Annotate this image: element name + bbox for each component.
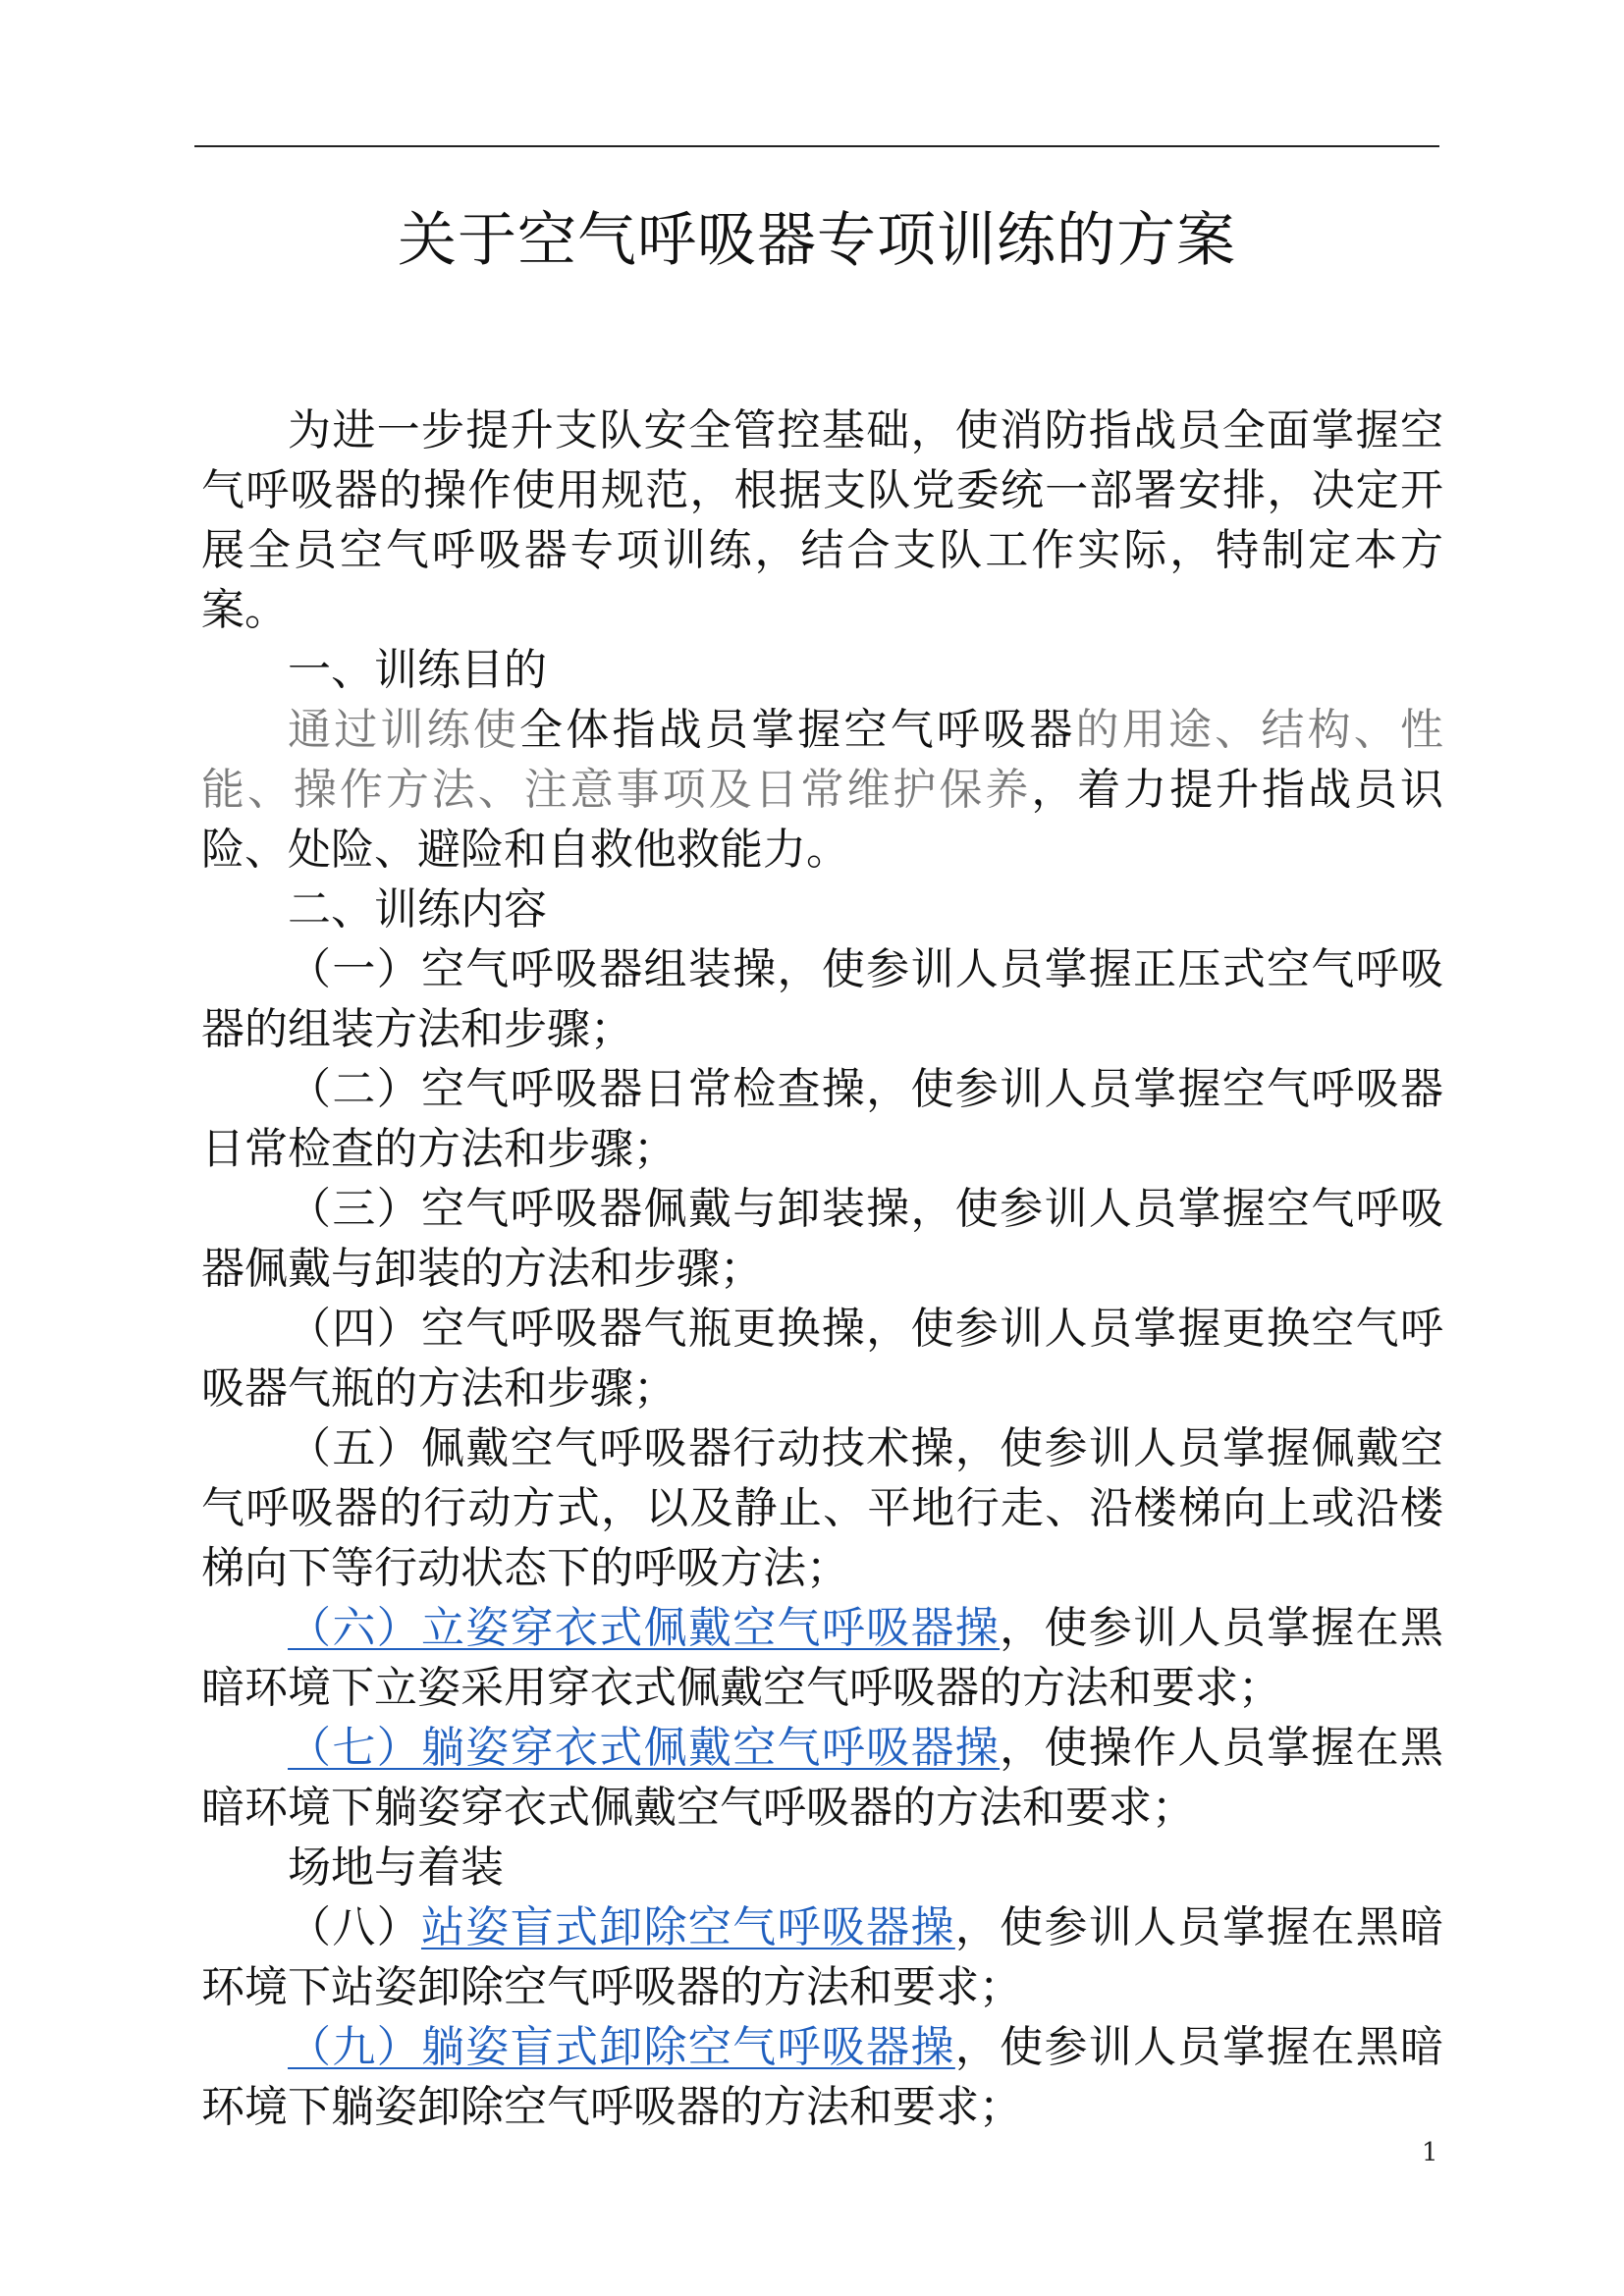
section-1-text-dark-2: ，着力提升指战员识险、处险、避险和自救他救能力。: [201, 765, 1444, 875]
list-item-4: （四）空气呼吸器气瓶更换操，使参训人员掌握更换空气呼吸器气瓶的方法和步骤；: [201, 1304, 1443, 1414]
subheading-venue-attire: 场地与着装: [288, 1842, 504, 1893]
list-item-6: [201, 1598, 1443, 1718]
list-item-8-text: ，使参训人员掌握在黑暗环境下站姿卸除空气呼吸器的方法和要求；: [201, 1902, 1444, 2012]
list-item-8-prefix: （八）: [288, 1902, 421, 1952]
list-item-2: （二）空气呼吸器日常检查操，使参训人员掌握空气呼吸器日常检查的方法和步骤；: [201, 1064, 1443, 1174]
list-item-8: [201, 1897, 1443, 2017]
section-1-text-muted-1: 通过训练使: [288, 705, 520, 755]
section-1-text-dark-1: 全体指战员掌握空气呼吸器: [519, 705, 1076, 755]
list-item-7-text: ，使操作人员掌握在黑暗环境下躺姿穿衣式佩戴空气呼吸器的方法和要求；: [201, 1723, 1444, 1833]
list-item-9: [201, 2017, 1443, 2137]
header-rule: [194, 145, 1439, 147]
list-item-7: [201, 1718, 1443, 1838]
list-item-7-link[interactable]: （七）躺姿穿衣式佩戴空气呼吸器操: [288, 1723, 1001, 1773]
list-item-8-link[interactable]: 站姿盲式卸除空气呼吸器操: [420, 1902, 955, 1952]
list-item-1: （一）空气呼吸器组装操，使参训人员掌握正压式空气呼吸器的组装方法和步骤；: [201, 944, 1443, 1054]
document-title: 关于空气呼吸器专项训练的方案: [398, 206, 1236, 275]
section-1-heading: 一、训练目的: [288, 645, 547, 695]
list-item-6-link[interactable]: （六）立姿穿衣式佩戴空气呼吸器操: [288, 1603, 1001, 1653]
list-item-9-link[interactable]: （九）躺姿盲式卸除空气呼吸器操: [288, 2022, 955, 2072]
list-item-9-text: ，使参训人员掌握在黑暗环境下躺姿卸除空气呼吸器的方法和要求；: [201, 2022, 1444, 2132]
list-item-3: （三）空气呼吸器佩戴与卸装操，使参训人员掌握空气呼吸器佩戴与卸装的方法和步骤；: [201, 1184, 1443, 1294]
section-1-text-muted-2: 的用途、结构、性能、操作方法、注意事项及日常维护保养: [201, 705, 1444, 815]
section-1-paragraph: [201, 700, 1443, 880]
list-item-6-text: ，使参训人员掌握在黑暗环境下立姿采用穿衣式佩戴空气呼吸器的方法和要求；: [201, 1603, 1444, 1713]
list-item-5: （五）佩戴空气呼吸器行动技术操，使参训人员掌握佩戴空气呼吸器的行动方式，以及静止、平地行走、沿楼梯向上或沿楼梯向下等行动状态下的呼吸方法；: [201, 1423, 1443, 1593]
section-2-heading: 二、训练内容: [288, 884, 547, 934]
intro-paragraph: 为进一步提升支队安全管控基础，使消防指战员全面掌握空气呼吸器的操作使用规范，根据支队党委统一部署安排，决定开展全员空气呼吸器专项训练，结合支队工作实际，特制定本方案。: [201, 405, 1443, 635]
page-number: 1: [1422, 2138, 1438, 2167]
document-body: [201, 400, 1443, 2137]
